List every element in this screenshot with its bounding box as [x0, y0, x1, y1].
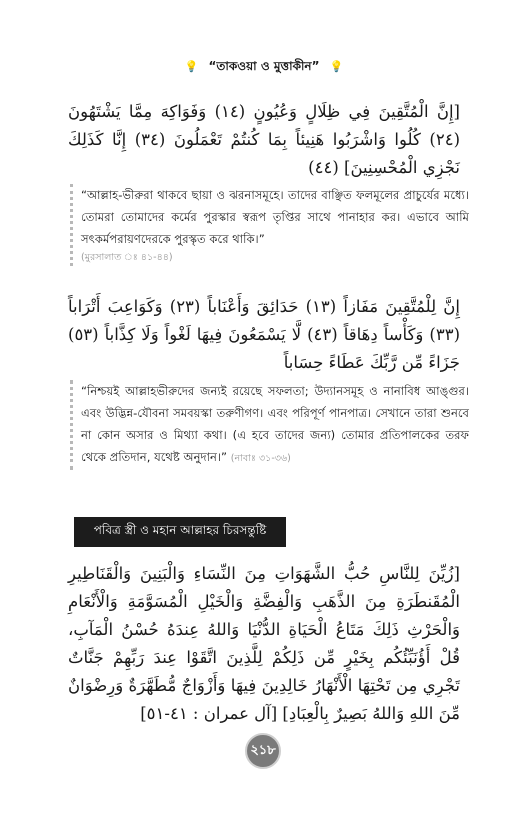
lightbulb-icon: 💡 [184, 60, 199, 73]
running-header [0, 58, 528, 78]
lightbulb-icon: 💡 [329, 60, 344, 73]
bangla-translation-2-text: “নিশ্চয়ই আল্লাহভীরুদের জন্যই রয়েছে সফলতা; উদ্যানসমূহ ও নানাবিধ আঙ্গুর। এবং উদ্ভিন্ন-যৌবনা সমবয়স্কা তরুণীগণ। এবং পরিপূর্ণ পানপাত্র। সেখানে তারা শুনবে না কোন অসার ও মিথ্যা কথা। (এ হবে তাদের জন্য) তোমার প্রতিপালকের তরফ থেকে প্রতিদান, যথেষ্ট অনুদান।” [81, 384, 469, 464]
bangla-translation-2 [70, 380, 469, 470]
reference-2: (নাবাঃ ৩১-৩৬) [230, 453, 291, 464]
arabic-verse-1: [إِنَّ الْمُتَّقِينَ فِي ظِلَالٍ وَعُيُونٍ (١٤) وَفَوَاكِهَ مِمَّا يَشْتَهُونَ (٢٤) كُلُوا وَاشْرَبُوا هَنِيئاً بِمَا كُنتُمْ تَعْمَلُونَ (٣٤) إِنَّا كَذَلِكَ نَجْزِي الْمُحْسِنِينَ] (٤٤) [68, 102, 460, 177]
section-heading-text: পবিত্র স্ত্রী ও মহান আল্লাহর চিরসন্তুষ্টি [93, 523, 267, 537]
reference-1: (মুরসালাত ঃ ৪১-৪৪) [81, 252, 173, 263]
page-number-badge [245, 733, 281, 769]
running-header-title: “তাকওয়া ও মুত্তাকীন” [208, 59, 320, 73]
page-number: ২১৮ [250, 742, 276, 758]
bangla-translation-1 [70, 184, 469, 266]
bangla-translation-1-text: “আল্লাহ-ভীরুরা থাকবে ছায়া ও ঝরনাসমূহে। তাদের বাঞ্ছিত ফলমূলের প্রাচুর্যের মধ্যে। তোমরা তোমাদের কর্মের পুরস্কার স্বরূপ তৃপ্তির সাথে পানাহার কর। এভাবে আমি সৎকর্মপরায়ণদেরকে পুরস্কৃত করে থাকি।” [81, 188, 469, 246]
arabic-verse-3: [زُيِّنَ لِلنَّاسِ حُبُّ الشَّهَوَاتِ مِنَ النِّسَاءِ وَالْبَنِينَ وَالْقَنَاطِيرِ الْمُقَنطَرَةِ مِنَ الذَّهَبِ وَالْفِضَّةِ وَالْخَيْلِ الْمُسَوَّمَةِ وَالْأَنْعَامِ وَالْحَرْثِ ذَلِكَ مَتَاعُ الْحَيَاةِ الدُّنْيَا وَاللهُ عِندَهُ حُسْنُ الْمَآبِ، قُلْ أَؤُنَبِّئُكُم بِخَيْرٍ مِّن ذَلِكُمْ لِلَّذِينَ اتَّقَوْا عِندَ رَبِّهِمْ جَنَّاتٌ تَجْرِي مِن تَحْتِهَا الْأَنْهَارُ خَالِدِينَ فِيهَا وَأَزْوَاجٌ مُّطَهَّرَةٌ وَرِضْوَانٌ مِّنَ اللهِ وَاللهُ بَصِيرٌ بِالْعِبَادِ] [آل عمران : ٤١-٥١] [68, 564, 460, 723]
section-heading [74, 517, 286, 547]
arabic-verse-2: إِنَّ لِلْمُتَّقِينَ مَفَازاً (١٣) حَدَائِقَ وَأَعْنَاباً (٢٣) وَكَوَاعِبَ أَتْرَاباً (٣٣) وَكَأْساً دِهَاقاً (٤٣) لَّا يَسْمَعُونَ فِيهَا لَغْواً وَلَا كِذَّاباً (٥٣) جَزَاءً مِّن رَّبِّكَ عَطَاءً حِسَاباً [68, 297, 460, 372]
